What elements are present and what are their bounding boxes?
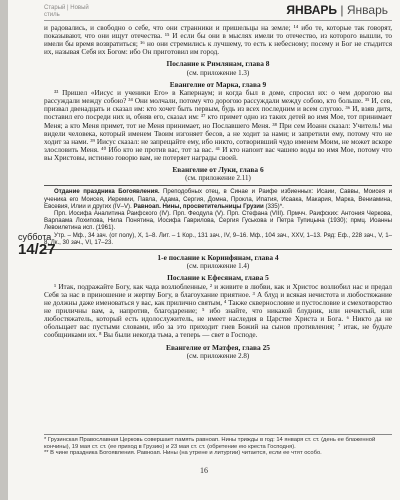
- feast-bold: Равноап. Нины, просветительницы Грузии: [133, 202, 264, 210]
- day-name: суббота: [18, 232, 52, 242]
- mark-heading: Евангелие от Марка, глава 9: [169, 79, 267, 89]
- feast-readings: Утр. – Мф., 34 зач. (от полу), X, 1–8. Лит. – 1 Кор., 131 зач., IV, 9–16. Мф., 104 зач., XXV, 1–13. Ряд: Еф., 228 зач., V, 1–8. Лк., 30 зач., VI, 17–23.: [44, 231, 392, 246]
- matthew-ref: (см. приложение 2.8): [186, 351, 250, 360]
- month-title: ЯНВАРЬ | Январь: [286, 3, 388, 17]
- luke-heading: Евангелие от Луки, глава 6: [172, 165, 264, 175]
- feast-saints: Прп. Иосифа Аналитина Раифского (IV). Прп. Феодула (V). Прп. Стефана (VIII). Прмчч. Раифских: Антония Черкова, Варлаама Лохипова, Нила Понятина, Иосифа Гаврилова, Сергия Гуськова и Петра Тупицына (1930); прмц. Иоанны Левоилетина исп. (1961).: [44, 210, 392, 232]
- month-title-plain: Январь: [346, 3, 388, 17]
- ephesians-text: ¹ Итак, подражайте Богу, как чада возлюбленные, ² и живите в любви, как и Христос возлюбил нас и предал Себя за нас в приношение и жертву Богу, в благоухание приятное. ³ А блуд и всякая нечистота и любостяжание не должны даже именоваться у вас, как прилично святым, ⁴ Также сквернословие и пустословие и смехотворство не приличны вам, а, напротив, благодарение; ⁵ ибо знайте, что никакой блудник, или нечистый, или любостяжатель, который есть идолослужитель, не имеет наследия в Царстве Христа и Бога. ⁶ Никто да не обольщает вас пустыми словами, ибо за это приходит гнев Божий на сынов противления; ⁷ итак, не будьте сообщниками их. ⁸ Вы были некогда тьма, а теперь — свет в Господе.: [44, 282, 392, 340]
- matthew-heading: Евангелие от Матфея, глава 25: [166, 342, 270, 352]
- style-label-line1: Старый | Новый: [44, 5, 89, 11]
- style-label-line2: стиль: [44, 12, 60, 18]
- romans-ref: (см. приложение 1.3): [186, 68, 250, 77]
- page-content: [44, 24, 392, 360]
- feast-title: Отдание праздника Богоявления.: [54, 188, 160, 196]
- feast-tail: (335)*.: [263, 202, 284, 210]
- footnote-1: * Грузинская Православная Церковь совершает память равноап. Нины трижды в год: 14 января ст. ст. (день ее блаженной кончины), 19 мая ст. ст. (ее приход в Грузию) и 23 мая ст. ст. (обретение ею креста Господня).: [44, 437, 376, 450]
- feast-separator-bottom: [44, 249, 392, 250]
- book-page: [8, 0, 400, 500]
- corinthians-ref: (см. приложение 1.4): [186, 262, 250, 271]
- month-title-bold: ЯНВАРЬ: [286, 3, 338, 17]
- feast-text: Преподобных отец, в Синае и Раифе избиенных: Исаии, Саввы, Моисея и ученика его Моисея, Иеремии, Павла, Адама, Сергия, Домна, Прокла, Ипатия, Исаака, Макария, Марка, Вениамина, Евсевия, Илии и других (IV–V).: [44, 188, 392, 210]
- style-label: [44, 5, 89, 19]
- luke-ref: (см. приложение 2.11): [185, 174, 251, 183]
- romans-heading: Послание к Римлянам, глава 8: [166, 59, 270, 69]
- footnotes: [44, 434, 392, 457]
- feast-separator: [44, 185, 392, 186]
- intro-paragraph: и радовались, и свободно о себе, что они странники и пришельцы на земле; ¹⁴ ибо те, которые так говорят, показывают, что они ищут отечества. ¹⁵ И если бы они в мыслях имели то отечество, из которого вышли, то имели бы время возвратиться; ¹⁶ но они стремились к лучшему, то есть к небесному; посему и Бог не стыдится их, называя Себя их Богом: ибо Он приготовил им город.: [44, 24, 392, 57]
- page-left-shadow: [0, 0, 8, 500]
- corinthians-heading: 1-е послание к Коринфянам, глава 4: [157, 253, 279, 263]
- page-header: [8, 0, 400, 22]
- mark-text: ³³ Пришел «Иисус и ученики Его» в Капернаум; и когда был в доме, спросил их: о чем дорогою вы рассуждали между собою? ³⁴ Они молчали, потому что дорогою рассуждали между собою, кто больше. ³⁵ И, сев, призвал двенадцать и сказал им: кто хочет быть первым, будь из всех последним и всем слугою. ³⁶ И, взяв дитя, поставил его посреди них и, обняв его, сказал им: ³⁷ кто примет одно из таких детей во имя Мое, тот принимает Меня; а кто Меня примет, тот не Меня принимает, но Пославшего Меня. ³⁸ При сем Иоанн сказал: Учитель! мы видели человека, который именем Твоим изгоняет бесов, а не ходит за нами; и запретили ему, потому что не ходит за нами. ³⁹ Иисус сказал: не запрещайте ему, ибо никто, сотворивший чудо именем Моим, не может вскоре злословить Меня. ⁴⁰ Ибо кто не против вас, тот за вас. ⁴¹ И кто напоит вас чашею воды во имя Мое, потому что вы Христовы, истинно говорю вам, не потеряет награды своей.: [44, 89, 392, 162]
- day-marker: [18, 232, 78, 258]
- page-number: 16: [200, 466, 208, 475]
- ephesians-heading: Послание к Ефесянам, глава 5: [167, 273, 269, 283]
- header-rule: [44, 20, 392, 21]
- feast-block: [44, 188, 392, 246]
- day-date: 14/27: [18, 241, 56, 258]
- footnote-2: ** В чине праздника Богоявления. Равноап. Нины (на утрене и литургии) читается, если ее чтят особо.: [44, 450, 322, 457]
